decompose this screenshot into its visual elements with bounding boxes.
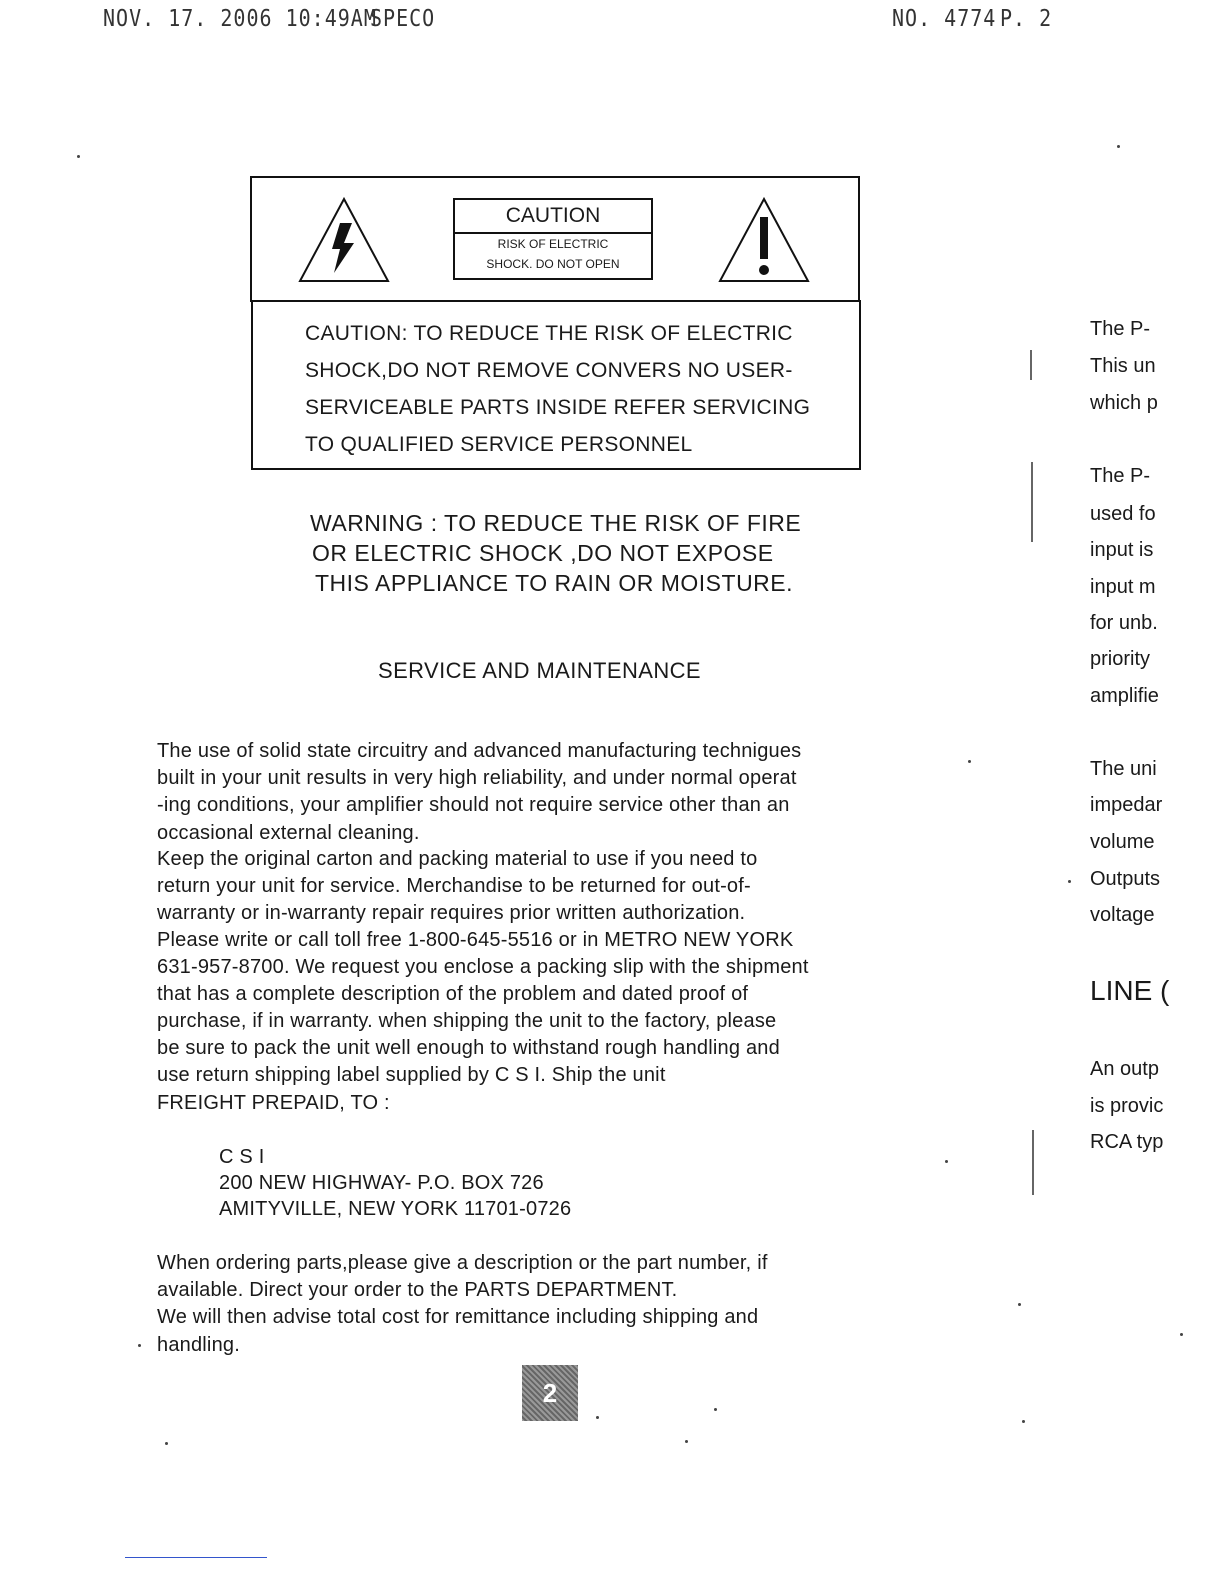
caution-text-line: SHOCK,DO NOT REMOVE CONVERS NO USER- [305, 359, 793, 382]
scan-speck [596, 1416, 599, 1419]
caution-label-line-1: RISK OF ELECTRIC [497, 237, 609, 251]
parts-line: When ordering parts,please give a description or the part number, if [157, 1252, 768, 1274]
page-number-badge: 2 [522, 1365, 578, 1421]
body-line: The use of solid state circuitry and advanced manufacturing technigues [157, 740, 802, 762]
adjacent-page-line: priority [1090, 648, 1151, 670]
parts-line: handling. [157, 1334, 240, 1356]
adjacent-page-line: The uni [1090, 758, 1157, 780]
body-line: occasional external cleaning. [157, 822, 420, 844]
adjacent-page-line: Outputs [1090, 868, 1161, 890]
adjacent-page-line: which p [1090, 392, 1158, 414]
warning-line: THIS APPLIANCE TO RAIN OR MOISTURE. [315, 570, 794, 596]
scan-speck [1018, 1303, 1021, 1306]
adjacent-page-line: volume [1090, 831, 1155, 853]
warning-line: OR ELECTRIC SHOCK ,DO NOT EXPOSE [312, 540, 774, 566]
adjacent-page-line: voltage [1090, 904, 1155, 926]
parts-line: We will then advise total cost for remittance including shipping and [157, 1306, 759, 1328]
scan-speck [685, 1440, 688, 1443]
scan-speck [968, 760, 971, 763]
adjacent-page-line: This un [1090, 355, 1156, 377]
body-line: 631-957-8700. We request you enclose a packing slip with the shipment [157, 956, 809, 978]
body-line: warranty or in-warranty repair requires prior written authorization. [157, 902, 746, 924]
caution-text-line: SERVICEABLE PARTS INSIDE REFER SERVICING [305, 396, 811, 419]
adjacent-page-line: The P- [1090, 465, 1151, 487]
adjacent-page-line: RCA typ [1090, 1131, 1164, 1153]
adjacent-page-line: is provic [1090, 1095, 1164, 1117]
warning-line: WARNING : TO REDUCE THE RISK OF FIRE [310, 510, 802, 536]
fax-number: NO. 4774 [892, 4, 997, 32]
body-line: Keep the original carton and packing material to use if you need to [157, 848, 758, 870]
caution-text-line: TO QUALIFIED SERVICE PERSONNEL [305, 433, 693, 456]
caution-label-title: CAUTION [455, 200, 651, 234]
body-line: built in your unit results in very high reliability, and under normal operat [157, 767, 797, 789]
fax-sender: SPECO [370, 4, 436, 32]
body-line: purchase, if in warranty. when shipping the unit to the factory, please [157, 1010, 777, 1032]
adjacent-page-line: An outp [1090, 1058, 1159, 1080]
caution-label [453, 198, 653, 280]
adjacent-page-line: impedar [1090, 794, 1163, 816]
exclamation-triangle-icon [716, 195, 812, 285]
caution-label-line-2: SHOCK. DO NOT OPEN [486, 257, 620, 271]
scan-mark [1030, 350, 1032, 380]
fax-page: P. 2 [1000, 4, 1053, 32]
body-line: Please write or call toll free 1-800-645-5516 or in METRO NEW YORK [157, 929, 794, 951]
edge-mark [125, 1557, 267, 1558]
scan-speck [714, 1408, 717, 1411]
adjacent-page-line: amplifie [1090, 685, 1159, 707]
section-title: SERVICE AND MAINTENANCE [378, 658, 701, 683]
scan-mark [1031, 462, 1033, 542]
caution-text-line: CAUTION: TO REDUCE THE RISK OF ELECTRIC [305, 322, 793, 345]
scan-speck [1022, 1420, 1025, 1423]
lightning-triangle-icon [296, 195, 392, 285]
scan-speck [138, 1344, 141, 1347]
body-line: that has a complete description of the problem and dated proof of [157, 983, 749, 1005]
body-line: -ing conditions, your amplifier should not require service other than an [157, 794, 790, 816]
body-line: FREIGHT PREPAID, TO : [157, 1092, 390, 1114]
address-line: AMITYVILLE, NEW YORK 11701-0726 [219, 1198, 572, 1220]
scan-speck [165, 1442, 168, 1445]
scan-speck [1068, 880, 1071, 883]
scan-speck [1180, 1333, 1183, 1336]
parts-line: available. Direct your order to the PARTS DEPARTMENT. [157, 1279, 678, 1301]
scan-speck [1117, 145, 1120, 148]
scan-speck [77, 155, 80, 158]
body-line: return your unit for service. Merchandise to be returned for out-of- [157, 875, 751, 897]
scan-speck [945, 1160, 948, 1163]
adjacent-page-line: for unb. [1090, 612, 1158, 634]
body-line: use return shipping label supplied by C S I. Ship the unit [157, 1064, 666, 1086]
body-line: be sure to pack the unit well enough to withstand rough handling and [157, 1037, 780, 1059]
fax-datetime: NOV. 17. 2006 10:49AM [103, 4, 377, 32]
address-line: C S I [219, 1146, 265, 1168]
adjacent-page-line: used fo [1090, 503, 1156, 525]
adjacent-page-line: input is [1090, 539, 1154, 561]
adjacent-page-line: input m [1090, 576, 1156, 598]
scan-mark [1032, 1130, 1034, 1195]
adjacent-page-line: The P- [1090, 318, 1151, 340]
address-line: 200 NEW HIGHWAY- P.O. BOX 726 [219, 1172, 544, 1194]
adjacent-page-heading: LINE ( [1090, 975, 1170, 1006]
